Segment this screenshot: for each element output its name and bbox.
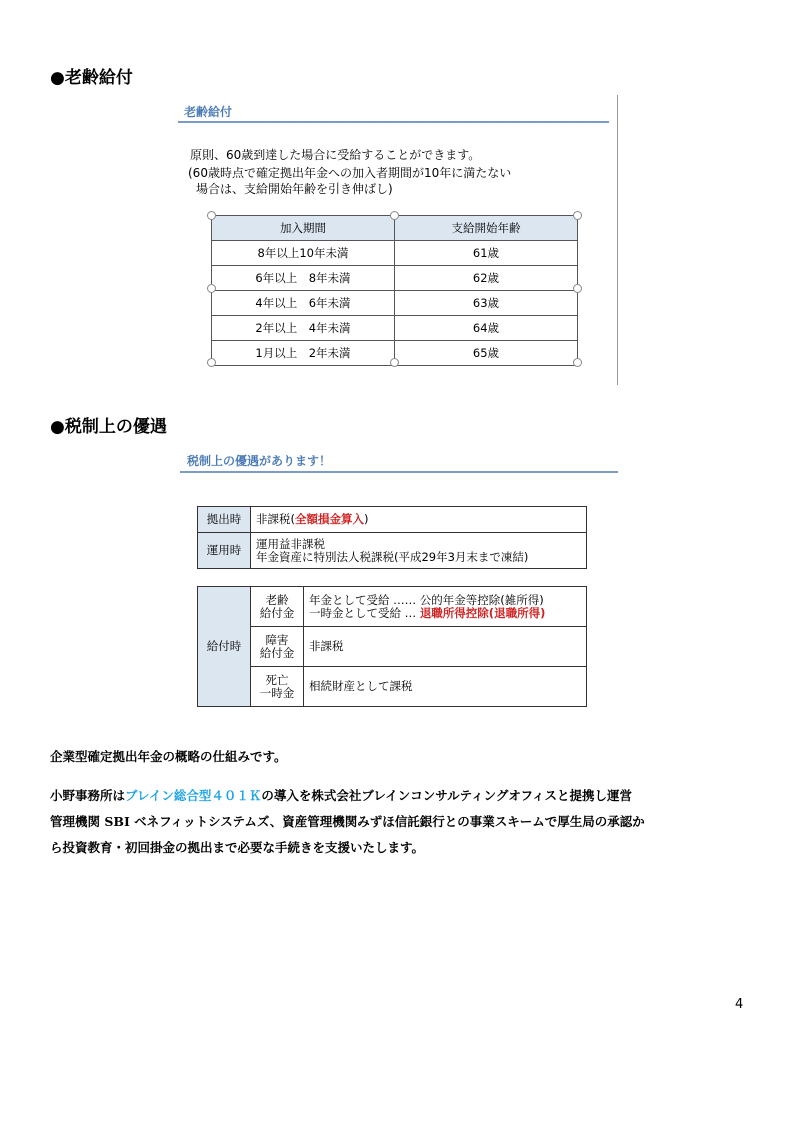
paragraph-text: 小野事務所は — [50, 788, 126, 803]
body-paragraph — [50, 783, 750, 861]
cell-text: 給付金 — [259, 645, 295, 660]
table-row — [212, 291, 578, 316]
cell-text: 障害 — [265, 632, 289, 647]
cell-text: 年金として受給 …… 公的年金等控除(雑所得) — [309, 592, 544, 607]
table-row — [212, 241, 578, 266]
resize-handle[interactable] — [390, 358, 399, 367]
table-cell: 2年以上 4年未満 — [212, 316, 395, 341]
section-heading-old-age: ●老齢給付 — [50, 68, 133, 88]
page-number: 4 — [735, 997, 744, 1012]
cell-text: 老齢 — [265, 592, 289, 607]
resize-handle[interactable] — [573, 358, 582, 367]
cell-text: ) — [364, 512, 369, 526]
figure-title-underline — [180, 471, 618, 473]
highlight-text: 全額損金算入 — [295, 512, 364, 526]
table-cell: 64歳 — [395, 316, 578, 341]
resize-handle[interactable] — [207, 211, 216, 220]
table-cell: 61歳 — [395, 241, 578, 266]
cell-text: 運用益非課税 — [256, 536, 325, 551]
figure-description-note: 場合は、支給開始年齢を引き伸ばし) — [196, 182, 393, 196]
highlight-text: ブレイン総合型４０１Ｋ — [125, 788, 262, 803]
table-cell — [251, 507, 587, 533]
resize-handle[interactable] — [207, 358, 216, 367]
summary-text: 企業型確定拠出年金の概略の仕組みです。 — [50, 749, 287, 764]
cell-text: 死亡 — [265, 672, 289, 687]
paragraph-text: ら投資教育・初回掛金の拠出まで必要な手続きを支援いたします。 — [50, 840, 425, 855]
table-cell: 4年以上 6年未満 — [212, 291, 395, 316]
resize-handle[interactable] — [573, 284, 582, 293]
table-row — [212, 316, 578, 341]
resize-handle[interactable] — [573, 211, 582, 220]
row-header: 拠出時 — [198, 507, 251, 533]
figure-title: 税制上の優遇があります！ — [187, 454, 332, 468]
tax-table-benefit — [197, 586, 587, 707]
table-cell: 62歳 — [395, 266, 578, 291]
pension-age-table — [211, 215, 578, 366]
table-cell — [251, 533, 587, 569]
cell-text: 一時金として受給 … — [309, 605, 420, 620]
row-header: 運用時 — [198, 533, 251, 569]
figure-border — [617, 95, 618, 385]
highlight-text: 退職所得控除(退職所得) — [419, 605, 546, 620]
table-cell: 相続財産として課税 — [304, 667, 587, 707]
table-cell: 6年以上 8年未満 — [212, 266, 395, 291]
cell-text: 年金資産に特別法人税課税(平成29年3月末まで凍結) — [256, 549, 529, 564]
tax-table-contribution — [197, 506, 587, 569]
table-row — [212, 266, 578, 291]
column-header: 支給開始年齢 — [395, 216, 578, 241]
table-cell: 1月以上 2年未満 — [212, 341, 395, 366]
resize-handle[interactable] — [207, 284, 216, 293]
section-heading-tax: ●税制上の優遇 — [50, 417, 167, 437]
sub-header — [251, 627, 304, 667]
resize-handle[interactable] — [390, 211, 399, 220]
table-cell: 63歳 — [395, 291, 578, 316]
column-header: 加入期間 — [212, 216, 395, 241]
cell-text: 非課税( — [256, 512, 295, 526]
sub-header — [251, 587, 304, 627]
cell-text: 給付金 — [259, 605, 295, 620]
row-header: 給付時 — [198, 587, 251, 707]
figure-title: 老齢給付 — [184, 105, 233, 119]
cell-text: 一時金 — [259, 685, 295, 700]
sub-header — [251, 667, 304, 707]
figure-description: 原則、60歳到達した場合に受給することができます。 — [190, 148, 481, 162]
table-cell: 65歳 — [395, 341, 578, 366]
figure-title-underline — [178, 121, 609, 123]
figure-description-note: (60歳時点で確定拠出年金への加入者期間が10年に満たない — [188, 166, 512, 180]
paragraph-text: 管理機関 SBI ベネフィットシステムズ、資産管理機関みずほ信託銀行との事業スキームで厚生局の承認か — [50, 814, 645, 829]
table-cell: 8年以上10年未満 — [212, 241, 395, 266]
table-cell — [304, 587, 587, 627]
table-cell: 非課税 — [304, 627, 587, 667]
paragraph-text: の導入を株式会社ブレインコンサルティングオフィスと提携し運営 — [261, 788, 633, 803]
